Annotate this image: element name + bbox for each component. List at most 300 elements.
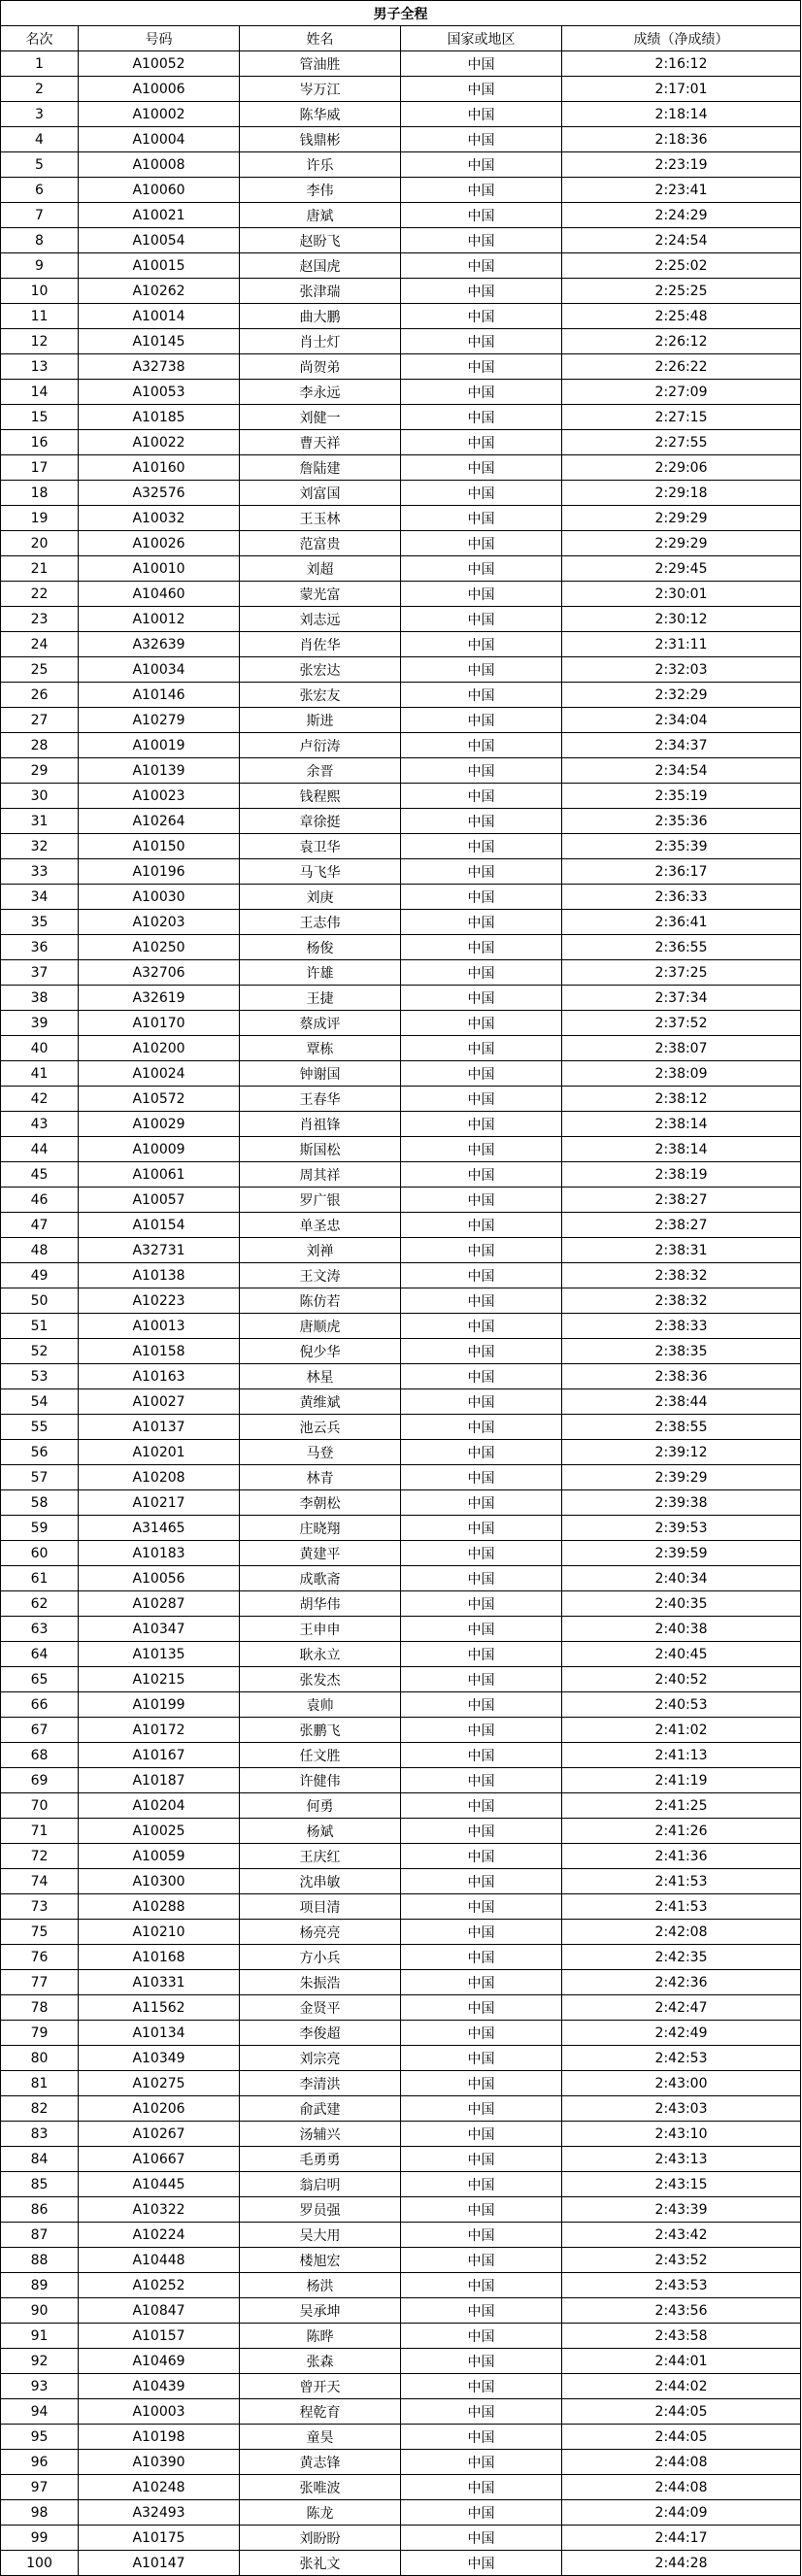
country-cell: 中国 <box>401 1364 562 1389</box>
country-cell: 中国 <box>401 506 562 531</box>
country-cell: 中国 <box>401 834 562 859</box>
country-cell: 中国 <box>401 1591 562 1617</box>
rank-cell: 2 <box>1 77 79 102</box>
table-row <box>1 834 801 859</box>
table-row <box>1 430 801 455</box>
time-cell: 2:43:39 <box>562 2197 801 2223</box>
country-cell: 中国 <box>401 1718 562 1743</box>
table-row <box>1 127 801 152</box>
rank-cell: 11 <box>1 304 79 329</box>
time-cell: 2:23:19 <box>562 152 801 178</box>
bib-cell: A10201 <box>79 1440 240 1465</box>
country-cell: 中国 <box>401 859 562 885</box>
time-cell: 2:42:47 <box>562 1995 801 2021</box>
table-row <box>1 1591 801 1617</box>
rank-cell: 23 <box>1 607 79 632</box>
bib-cell: A10200 <box>79 1036 240 1061</box>
country-cell: 中国 <box>401 1617 562 1642</box>
table-row <box>1 203 801 228</box>
table-row <box>1 733 801 758</box>
table-row <box>1 1415 801 1440</box>
bib-cell: A10252 <box>79 2273 240 2298</box>
country-cell: 中国 <box>401 1389 562 1415</box>
rank-cell: 78 <box>1 1995 79 2021</box>
time-cell: 2:37:25 <box>562 960 801 986</box>
country-cell: 中国 <box>401 1288 562 1314</box>
bib-cell: A10003 <box>79 2399 240 2425</box>
name-cell: 金贤平 <box>240 1995 401 2021</box>
rank-cell: 77 <box>1 1970 79 1995</box>
rank-cell: 45 <box>1 1162 79 1188</box>
bib-cell: A10175 <box>79 2526 240 2551</box>
bib-cell: A10060 <box>79 178 240 203</box>
country-cell: 中国 <box>401 102 562 127</box>
country-cell: 中国 <box>401 2298 562 2324</box>
table-row <box>1 2500 801 2526</box>
table-row <box>1 1036 801 1061</box>
bib-cell: A10349 <box>79 2046 240 2071</box>
rank-cell: 97 <box>1 2475 79 2500</box>
bib-cell: A32619 <box>79 986 240 1011</box>
bib-cell: A10439 <box>79 2374 240 2399</box>
rank-cell: 65 <box>1 1667 79 1692</box>
bib-cell: A10146 <box>79 683 240 708</box>
bib-cell: A10167 <box>79 1743 240 1768</box>
rank-cell: 81 <box>1 2071 79 2096</box>
time-cell: 2:38:27 <box>562 1213 801 1238</box>
rank-cell: 52 <box>1 1339 79 1364</box>
table-row <box>1 1718 801 1743</box>
table-row <box>1 683 801 708</box>
time-cell: 2:25:48 <box>562 304 801 329</box>
bib-cell: A10034 <box>79 657 240 683</box>
rank-cell: 28 <box>1 733 79 758</box>
bib-cell: A32738 <box>79 354 240 380</box>
country-cell: 中国 <box>401 1137 562 1162</box>
rank-cell: 88 <box>1 2248 79 2273</box>
name-cell: 覃栋 <box>240 1036 401 1061</box>
country-cell: 中国 <box>401 329 562 354</box>
bib-cell: A32576 <box>79 481 240 506</box>
country-cell: 中国 <box>401 2096 562 2122</box>
name-cell: 吴承坤 <box>240 2298 401 2324</box>
header-rank: 名次 <box>1 26 79 51</box>
name-cell: 刘志远 <box>240 607 401 632</box>
rank-cell: 21 <box>1 556 79 582</box>
country-cell: 中国 <box>401 1692 562 1718</box>
results-body <box>1 51 801 2576</box>
bib-cell: A10061 <box>79 1162 240 1188</box>
rank-cell: 62 <box>1 1591 79 1617</box>
rank-cell: 91 <box>1 2324 79 2349</box>
table-row <box>1 1617 801 1642</box>
bib-cell: A10010 <box>79 556 240 582</box>
time-cell: 2:24:54 <box>562 228 801 253</box>
rank-cell: 36 <box>1 935 79 960</box>
country-cell: 中国 <box>401 1667 562 1692</box>
country-cell: 中国 <box>401 2425 562 2450</box>
country-cell: 中国 <box>401 1188 562 1213</box>
bib-cell: A32639 <box>79 632 240 657</box>
time-cell: 2:23:41 <box>562 178 801 203</box>
bib-cell: A10059 <box>79 1844 240 1869</box>
bib-cell: A10014 <box>79 304 240 329</box>
table-row <box>1 2223 801 2248</box>
rank-cell: 8 <box>1 228 79 253</box>
bib-cell: A10275 <box>79 2071 240 2096</box>
country-cell: 中国 <box>401 1263 562 1288</box>
rank-cell: 1 <box>1 51 79 77</box>
country-cell: 中国 <box>401 77 562 102</box>
name-cell: 单圣忠 <box>240 1213 401 1238</box>
rank-cell: 58 <box>1 1490 79 1516</box>
name-cell: 肖佐华 <box>240 632 401 657</box>
country-cell: 中国 <box>401 279 562 304</box>
rank-cell: 72 <box>1 1844 79 1869</box>
rank-cell: 86 <box>1 2197 79 2223</box>
name-cell: 耿永立 <box>240 1642 401 1667</box>
name-cell: 吴大用 <box>240 2223 401 2248</box>
table-row <box>1 1692 801 1718</box>
rank-cell: 4 <box>1 127 79 152</box>
bib-cell: A10287 <box>79 1591 240 1617</box>
name-cell: 杨洪 <box>240 2273 401 2298</box>
table-row <box>1 1920 801 1945</box>
rank-cell: 82 <box>1 2096 79 2122</box>
time-cell: 2:38:09 <box>562 1061 801 1087</box>
table-row <box>1 1263 801 1288</box>
country-cell: 中国 <box>401 556 562 582</box>
rank-cell: 44 <box>1 1137 79 1162</box>
time-cell: 2:27:55 <box>562 430 801 455</box>
table-row <box>1 2021 801 2046</box>
bib-cell: A10168 <box>79 1945 240 1970</box>
name-cell: 刘禅 <box>240 1238 401 1263</box>
bib-cell: A11562 <box>79 1995 240 2021</box>
name-cell: 陈晔 <box>240 2324 401 2349</box>
name-cell: 余晋 <box>240 758 401 784</box>
rank-cell: 41 <box>1 1061 79 1087</box>
name-cell: 尚贺弟 <box>240 354 401 380</box>
time-cell: 2:44:05 <box>562 2425 801 2450</box>
time-cell: 2:31:11 <box>562 632 801 657</box>
time-cell: 2:38:07 <box>562 1036 801 1061</box>
rank-cell: 27 <box>1 708 79 733</box>
name-cell: 刘盼盼 <box>240 2526 401 2551</box>
table-row <box>1 1288 801 1314</box>
country-cell: 中国 <box>401 178 562 203</box>
name-cell: 袁帅 <box>240 1692 401 1718</box>
bib-cell: A10027 <box>79 1389 240 1415</box>
name-cell: 翁启明 <box>240 2172 401 2197</box>
country-cell: 中国 <box>401 1945 562 1970</box>
time-cell: 2:44:01 <box>562 2349 801 2374</box>
time-cell: 2:39:38 <box>562 1490 801 1516</box>
time-cell: 2:37:52 <box>562 1011 801 1036</box>
table-row <box>1 2147 801 2172</box>
time-cell: 2:38:19 <box>562 1162 801 1188</box>
name-cell: 俞武建 <box>240 2096 401 2122</box>
country-cell: 中国 <box>401 2349 562 2374</box>
bib-cell: A10029 <box>79 1112 240 1137</box>
bib-cell: A10147 <box>79 2551 240 2576</box>
country-cell: 中国 <box>401 784 562 809</box>
time-cell: 2:34:37 <box>562 733 801 758</box>
country-cell: 中国 <box>401 1516 562 1541</box>
rank-cell: 53 <box>1 1364 79 1389</box>
name-cell: 张宏友 <box>240 683 401 708</box>
rank-cell: 66 <box>1 1692 79 1718</box>
bib-cell: A10185 <box>79 405 240 430</box>
rank-cell: 61 <box>1 1566 79 1591</box>
name-cell: 刘健一 <box>240 405 401 430</box>
bib-cell: A10210 <box>79 1920 240 1945</box>
table-row <box>1 1087 801 1112</box>
country-cell: 中国 <box>401 910 562 935</box>
name-cell: 庄晓翔 <box>240 1516 401 1541</box>
rank-cell: 67 <box>1 1718 79 1743</box>
country-cell: 中国 <box>401 2122 562 2147</box>
rank-cell: 96 <box>1 2450 79 2475</box>
name-cell: 范富贵 <box>240 531 401 556</box>
bib-cell: A10030 <box>79 885 240 910</box>
country-cell: 中国 <box>401 1314 562 1339</box>
bib-cell: A10667 <box>79 2147 240 2172</box>
name-cell: 陈仿若 <box>240 1288 401 1314</box>
country-cell: 中国 <box>401 481 562 506</box>
rank-cell: 69 <box>1 1768 79 1793</box>
bib-cell: A10056 <box>79 1566 240 1591</box>
name-cell: 李永远 <box>240 380 401 405</box>
table-row <box>1 2374 801 2399</box>
name-cell: 刘庚 <box>240 885 401 910</box>
country-cell: 中国 <box>401 228 562 253</box>
bib-cell: A10199 <box>79 1692 240 1718</box>
country-cell: 中国 <box>401 2500 562 2526</box>
time-cell: 2:42:53 <box>562 2046 801 2071</box>
bib-cell: A10248 <box>79 2475 240 2500</box>
rank-cell: 17 <box>1 455 79 481</box>
rank-cell: 87 <box>1 2223 79 2248</box>
name-cell: 斯进 <box>240 708 401 733</box>
name-cell: 周其祥 <box>240 1162 401 1188</box>
time-cell: 2:38:31 <box>562 1238 801 1263</box>
rank-cell: 40 <box>1 1036 79 1061</box>
bib-cell: A10267 <box>79 2122 240 2147</box>
country-cell: 中国 <box>401 2021 562 2046</box>
name-cell: 钟谢国 <box>240 1061 401 1087</box>
country-cell: 中国 <box>401 1238 562 1263</box>
name-cell: 刘超 <box>240 556 401 582</box>
rank-cell: 35 <box>1 910 79 935</box>
table-row <box>1 859 801 885</box>
name-cell: 钱程熙 <box>240 784 401 809</box>
rank-cell: 63 <box>1 1617 79 1642</box>
rank-cell: 93 <box>1 2374 79 2399</box>
time-cell: 2:39:59 <box>562 1541 801 1566</box>
bib-cell: A10006 <box>79 77 240 102</box>
time-cell: 2:26:12 <box>562 329 801 354</box>
bib-cell: A10390 <box>79 2450 240 2475</box>
bib-cell: A10224 <box>79 2223 240 2248</box>
time-cell: 2:38:14 <box>562 1137 801 1162</box>
time-cell: 2:39:29 <box>562 1465 801 1490</box>
rank-cell: 79 <box>1 2021 79 2046</box>
table-row <box>1 2248 801 2273</box>
name-cell: 楼旭宏 <box>240 2248 401 2273</box>
rank-cell: 47 <box>1 1213 79 1238</box>
bib-cell: A10206 <box>79 2096 240 2122</box>
table-row <box>1 809 801 834</box>
table-row <box>1 1995 801 2021</box>
time-cell: 2:18:36 <box>562 127 801 152</box>
country-cell: 中国 <box>401 607 562 632</box>
name-cell: 管油胜 <box>240 51 401 77</box>
name-cell: 岑万江 <box>240 77 401 102</box>
time-cell: 2:38:44 <box>562 1389 801 1415</box>
time-cell: 2:32:03 <box>562 657 801 683</box>
country-cell: 中国 <box>401 986 562 1011</box>
time-cell: 2:44:28 <box>562 2551 801 2576</box>
rank-cell: 7 <box>1 203 79 228</box>
country-cell: 中国 <box>401 2071 562 2096</box>
table-row <box>1 1945 801 1970</box>
time-cell: 2:27:15 <box>562 405 801 430</box>
rank-cell: 56 <box>1 1440 79 1465</box>
time-cell: 2:35:19 <box>562 784 801 809</box>
time-cell: 2:34:04 <box>562 708 801 733</box>
bib-cell: A10009 <box>79 1137 240 1162</box>
time-cell: 2:24:29 <box>562 203 801 228</box>
rank-cell: 49 <box>1 1263 79 1288</box>
country-cell: 中国 <box>401 2374 562 2399</box>
country-cell: 中国 <box>401 582 562 607</box>
rank-cell: 73 <box>1 1894 79 1920</box>
time-cell: 2:29:18 <box>562 481 801 506</box>
country-cell: 中国 <box>401 2273 562 2298</box>
bib-cell: A32731 <box>79 1238 240 1263</box>
time-cell: 2:44:09 <box>562 2500 801 2526</box>
country-cell: 中国 <box>401 127 562 152</box>
country-cell: 中国 <box>401 380 562 405</box>
time-cell: 2:32:29 <box>562 683 801 708</box>
country-cell: 中国 <box>401 733 562 758</box>
table-row <box>1 2046 801 2071</box>
country-cell: 中国 <box>401 885 562 910</box>
bib-cell: A10158 <box>79 1339 240 1364</box>
time-cell: 2:36:41 <box>562 910 801 935</box>
time-cell: 2:41:36 <box>562 1844 801 1869</box>
table-row <box>1 2349 801 2374</box>
rank-cell: 75 <box>1 1920 79 1945</box>
bib-cell: A10288 <box>79 1894 240 1920</box>
time-cell: 2:41:53 <box>562 1894 801 1920</box>
country-cell: 中国 <box>401 430 562 455</box>
rank-cell: 90 <box>1 2298 79 2324</box>
bib-cell: A10469 <box>79 2349 240 2374</box>
table-row <box>1 1238 801 1263</box>
time-cell: 2:29:06 <box>562 455 801 481</box>
country-cell: 中国 <box>401 2046 562 2071</box>
country-cell: 中国 <box>401 2223 562 2248</box>
name-cell: 陈华威 <box>240 102 401 127</box>
name-cell: 马登 <box>240 1440 401 1465</box>
country-cell: 中国 <box>401 1339 562 1364</box>
bib-cell: A10145 <box>79 329 240 354</box>
table-row <box>1 910 801 935</box>
name-cell: 曹天祥 <box>240 430 401 455</box>
rank-cell: 98 <box>1 2500 79 2526</box>
table-row <box>1 455 801 481</box>
bib-cell: A10139 <box>79 758 240 784</box>
bib-cell: A10322 <box>79 2197 240 2223</box>
time-cell: 2:18:14 <box>562 102 801 127</box>
time-cell: 2:39:53 <box>562 1516 801 1541</box>
rank-cell: 64 <box>1 1642 79 1667</box>
name-cell: 钱鼎彬 <box>240 127 401 152</box>
time-cell: 2:41:19 <box>562 1768 801 1793</box>
table-row <box>1 1465 801 1490</box>
time-cell: 2:38:55 <box>562 1415 801 1440</box>
time-cell: 2:16:12 <box>562 51 801 77</box>
rank-cell: 43 <box>1 1112 79 1137</box>
rank-cell: 59 <box>1 1516 79 1541</box>
header-country: 国家或地区 <box>401 26 562 51</box>
table-row <box>1 2526 801 2551</box>
rank-cell: 14 <box>1 380 79 405</box>
rank-cell: 5 <box>1 152 79 178</box>
country-cell: 中国 <box>401 1061 562 1087</box>
name-cell: 曲大鹏 <box>240 304 401 329</box>
country-cell: 中国 <box>401 304 562 329</box>
name-cell: 王志伟 <box>240 910 401 935</box>
time-cell: 2:44:02 <box>562 2374 801 2399</box>
table-row <box>1 758 801 784</box>
time-cell: 2:42:36 <box>562 1970 801 1995</box>
name-cell: 张津瑞 <box>240 279 401 304</box>
name-cell: 王玉林 <box>240 506 401 531</box>
rank-cell: 92 <box>1 2349 79 2374</box>
rank-cell: 74 <box>1 1869 79 1894</box>
time-cell: 2:44:08 <box>562 2475 801 2500</box>
table-row <box>1 986 801 1011</box>
country-cell: 中国 <box>401 683 562 708</box>
country-cell: 中国 <box>401 1793 562 1819</box>
rank-cell: 42 <box>1 1087 79 1112</box>
table-row <box>1 152 801 178</box>
time-cell: 2:38:35 <box>562 1339 801 1364</box>
country-cell: 中国 <box>401 657 562 683</box>
table-row <box>1 1213 801 1238</box>
rank-cell: 76 <box>1 1945 79 1970</box>
bib-cell: A10460 <box>79 582 240 607</box>
rank-cell: 95 <box>1 2425 79 2450</box>
country-cell: 中国 <box>401 809 562 834</box>
name-cell: 汤辅兴 <box>240 2122 401 2147</box>
rank-cell: 68 <box>1 1743 79 1768</box>
table-row <box>1 531 801 556</box>
bib-cell: A10160 <box>79 455 240 481</box>
bib-cell: A10053 <box>79 380 240 405</box>
bib-cell: A10217 <box>79 1490 240 1516</box>
table-row <box>1 1642 801 1667</box>
bib-cell: A31465 <box>79 1516 240 1541</box>
name-cell: 童昊 <box>240 2425 401 2450</box>
time-cell: 2:41:25 <box>562 1793 801 1819</box>
name-cell: 池云兵 <box>240 1415 401 1440</box>
bib-cell: A10135 <box>79 1642 240 1667</box>
name-cell: 倪少华 <box>240 1339 401 1364</box>
